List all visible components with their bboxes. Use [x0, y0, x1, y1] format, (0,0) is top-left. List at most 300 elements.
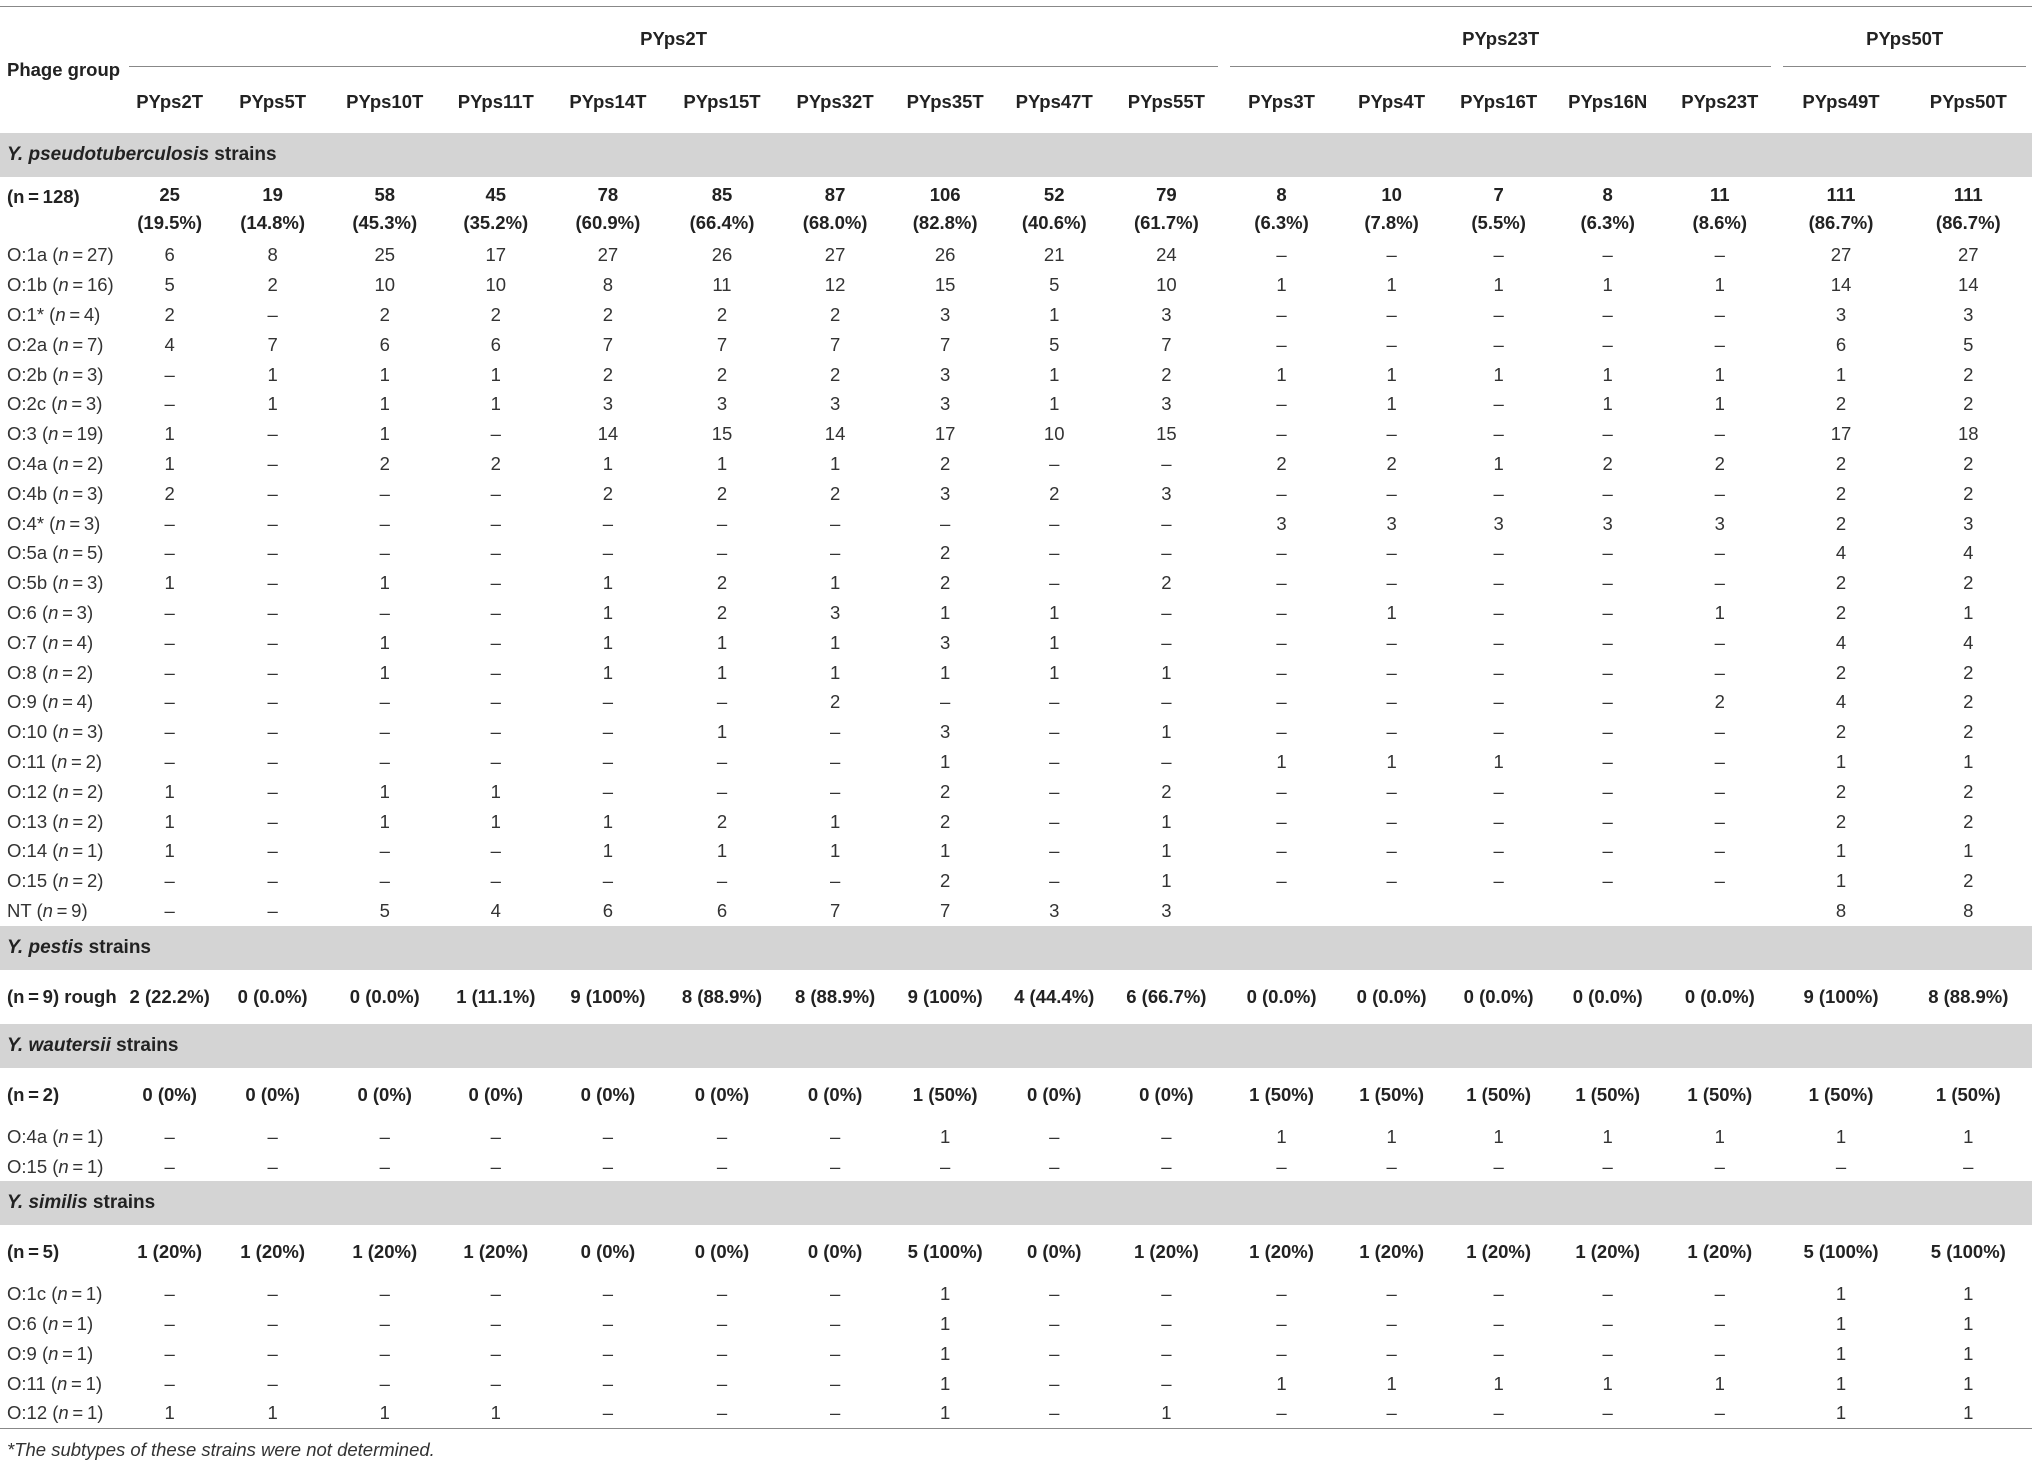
value-cell: 2	[1714, 452, 1725, 474]
value-cell: 1	[1835, 363, 1847, 385]
value-cell: –	[1714, 631, 1725, 653]
value-cell: 4	[1835, 631, 1847, 653]
value-cell: 3	[940, 482, 951, 504]
value-cell: –	[716, 750, 728, 772]
table-row	[0, 598, 2032, 628]
serotype-label: O:8 (n = 2)	[7, 661, 94, 683]
section-heading	[0, 1181, 2032, 1225]
value-cell: 7	[940, 333, 951, 355]
value-cell: –	[602, 1125, 614, 1147]
value-cell: –	[1714, 303, 1725, 325]
value-cell: –	[1714, 1155, 1725, 1177]
n-symbol: n	[48, 1342, 59, 1364]
value-cell: –	[1386, 423, 1397, 445]
value-cell: 2	[1386, 452, 1397, 474]
table-row	[0, 658, 2032, 688]
value-cell: –	[716, 691, 728, 713]
value-cell: 1	[716, 661, 728, 683]
value-cell	[1224, 896, 1339, 926]
n-symbol: n	[42, 899, 53, 921]
value-cell: –	[1493, 870, 1504, 892]
value-cell: –	[1276, 244, 1287, 266]
serotype-name: O:4b	[7, 482, 48, 504]
value-cell: –	[490, 423, 501, 445]
n-symbol: n	[58, 870, 69, 892]
value-cell: 2	[1963, 870, 1974, 892]
value-cell: –	[602, 1155, 614, 1177]
value-cell: 1	[329, 1399, 440, 1429]
value-cell: –	[716, 1372, 728, 1394]
value-cell: –	[829, 1372, 841, 1394]
value-cell: –	[267, 721, 278, 743]
value-cell: –	[1049, 810, 1060, 832]
serotype-label: O:1* (n = 4)	[7, 303, 101, 325]
serotype-name: O:11	[7, 750, 46, 772]
serotype-count: 2	[85, 750, 96, 772]
value-cell: –	[1339, 1399, 1444, 1429]
value-cell: –	[1835, 1155, 1847, 1177]
value-cell: 1	[1714, 393, 1725, 415]
value-cell: –	[829, 1283, 841, 1305]
value-cell: –	[267, 512, 278, 534]
serotype-count: 9	[71, 899, 82, 921]
value-cell: –	[164, 661, 175, 683]
value-cell: 1	[1493, 452, 1504, 474]
totals-count: 7	[1493, 183, 1504, 205]
value-cell: 7	[940, 899, 951, 921]
value-cell: –	[164, 721, 175, 743]
totals-cell: 0 (0%)	[694, 1083, 750, 1105]
value-cell: –	[379, 1372, 390, 1394]
totals-cell: 1 (20%)	[240, 1241, 306, 1263]
totals-cell: 0 (0%)	[1139, 1083, 1194, 1105]
serotype-name: NT	[7, 899, 32, 921]
value-cell: 2	[1714, 691, 1725, 713]
serotype-label: O:12 (n = 1)	[0, 1399, 123, 1429]
value-cell: 1	[1602, 363, 1613, 385]
value-cell: 1	[1835, 1125, 1847, 1147]
totals-percent: (8.6%)	[1692, 211, 1748, 233]
serotype-count: 7	[86, 333, 98, 355]
totals-percent: (45.3%)	[352, 211, 418, 233]
value-cell: –	[716, 1342, 728, 1364]
value-cell: –	[602, 691, 614, 713]
phage-column-header: PYps23T	[1681, 90, 1759, 112]
value-cell: –	[379, 1283, 390, 1305]
value-cell: –	[1714, 840, 1725, 862]
value-cell: –	[379, 1125, 390, 1147]
phage-column-header: PYps5T	[239, 90, 307, 112]
serotype-name: O:2b	[7, 363, 48, 385]
serotype-label: O:3 (n = 19)	[7, 423, 104, 445]
group-underline	[1783, 66, 2026, 67]
value-cell: 1	[490, 393, 501, 415]
serotype-name: O:3	[7, 423, 37, 445]
serotype-count: 1	[86, 1402, 98, 1424]
value-cell: 3	[1493, 512, 1504, 534]
value-cell: 1	[1714, 363, 1725, 385]
value-cell: –	[1049, 1372, 1060, 1394]
value-cell: 7	[267, 333, 278, 355]
totals-cell: 1 (20%)	[463, 1241, 529, 1263]
phage-susceptibility-table	[0, 6, 2032, 1429]
value-cell: 1	[1602, 274, 1613, 296]
value-cell: 1	[716, 840, 728, 862]
value-cell	[1662, 896, 1777, 926]
section-heading	[0, 133, 2032, 177]
table-row	[0, 747, 2032, 777]
value-cell: –	[1161, 601, 1172, 623]
value-cell: 2	[490, 303, 501, 325]
totals-percent: (6.3%)	[1254, 211, 1309, 233]
table-row	[0, 687, 2032, 717]
value-cell: 1	[716, 721, 728, 743]
value-cell: –	[1049, 691, 1060, 713]
value-cell: –	[379, 840, 390, 862]
totals-cell: 1 (20%)	[1575, 1241, 1641, 1263]
value-cell: 1	[1714, 1372, 1725, 1394]
value-cell: 2	[716, 572, 728, 594]
value-cell: –	[829, 750, 841, 772]
value-cell: –	[1714, 750, 1725, 772]
value-cell: –	[1493, 244, 1504, 266]
n-symbol: n	[57, 1372, 68, 1394]
value-cell: –	[1161, 750, 1172, 772]
value-cell: –	[1493, 661, 1504, 683]
value-cell: –	[379, 601, 390, 623]
value-cell: –	[267, 750, 278, 772]
serotype-name: O:5b	[7, 572, 48, 594]
value-cell: 7	[829, 333, 841, 355]
value-cell: –	[716, 512, 728, 534]
value-cell: –	[1493, 423, 1504, 445]
serotype-count: 4	[76, 631, 87, 653]
value-cell: 1	[829, 572, 841, 594]
totals-cell: 0 (0%)	[694, 1241, 750, 1263]
value-cell: 3	[1963, 303, 1974, 325]
value-cell: –	[1602, 870, 1613, 892]
phage-column-header: PYps2T	[136, 90, 204, 112]
table-row	[0, 896, 2032, 926]
table-row	[0, 628, 2032, 658]
n-symbol: n	[58, 721, 69, 743]
value-cell: 2	[1161, 780, 1172, 802]
value-cell: –	[1386, 840, 1397, 862]
value-cell: 1	[1386, 750, 1397, 772]
value-cell: 1	[267, 393, 278, 415]
value-cell: –	[1493, 780, 1504, 802]
value-cell: –	[1386, 780, 1397, 802]
value-cell: –	[716, 870, 728, 892]
value-cell: –	[1276, 721, 1287, 743]
value-cell: 3	[1602, 512, 1613, 534]
serotype-label: O:4* (n = 3)	[7, 512, 101, 534]
value-cell: 1	[716, 452, 728, 474]
value-cell: –	[164, 1342, 175, 1364]
value-cell: –	[1161, 512, 1172, 534]
value-cell: 27	[824, 244, 846, 266]
totals-count: 58	[374, 183, 396, 205]
value-cell: 1	[829, 631, 841, 653]
serotype-count: 4	[76, 691, 87, 713]
value-cell	[1553, 896, 1662, 926]
value-cell: –	[379, 542, 390, 564]
value-cell: 1	[123, 1399, 216, 1429]
value-cell: 27	[1958, 244, 1979, 266]
value-cell: 2	[829, 303, 841, 325]
serotype-label: O:9 (n = 1)	[7, 1342, 94, 1364]
serotype-label: O:5b (n = 3)	[7, 572, 104, 594]
value-cell: –	[490, 1372, 501, 1394]
totals-cell: 1 (20%)	[1133, 1241, 1199, 1263]
value-cell: 1	[602, 572, 614, 594]
value-cell: 11	[712, 274, 732, 296]
table-row	[0, 360, 2032, 390]
value-cell: 1	[1714, 1125, 1725, 1147]
totals-cell: 0 (0.0%)	[1246, 985, 1317, 1007]
n-symbol: n	[58, 840, 69, 862]
value-cell: 1	[379, 572, 390, 594]
section-heading	[0, 926, 2032, 970]
value-cell: 5	[379, 899, 390, 921]
value-cell: –	[267, 631, 278, 653]
totals-row	[0, 1225, 2032, 1279]
value-cell: 3	[1161, 303, 1172, 325]
value-cell: 1	[1835, 1372, 1847, 1394]
value-cell: 27	[1830, 244, 1852, 266]
value-cell: 2	[1835, 393, 1847, 415]
value-cell: –	[829, 512, 841, 534]
phage-column-header: PYps49T	[1802, 90, 1880, 112]
value-cell: 1	[1161, 661, 1172, 683]
value-cell: –	[716, 542, 728, 564]
value-cell: 3	[1386, 512, 1397, 534]
value-cell: 1	[1777, 1399, 1904, 1429]
value-cell: –	[490, 691, 501, 713]
totals-cell: 0 (0.0%)	[1684, 985, 1755, 1007]
totals-cell: 8 (88.9%)	[794, 985, 876, 1007]
totals-count: 85	[711, 183, 733, 205]
value-cell: 1	[829, 840, 841, 862]
value-cell: –	[1161, 1155, 1172, 1177]
value-cell: 2	[1963, 572, 1974, 594]
value-cell: 17	[485, 244, 507, 266]
value-cell: –	[1276, 840, 1287, 862]
value-cell: –	[164, 512, 175, 534]
value-cell: 2	[716, 363, 728, 385]
section-suffix: strains	[87, 1192, 156, 1214]
value-cell: 1	[1109, 1399, 1224, 1429]
value-cell: –	[716, 1125, 728, 1147]
n-symbol: n	[58, 780, 69, 802]
value-cell: 1	[1493, 363, 1504, 385]
phage-column-header: PYps11T	[457, 90, 534, 112]
table-row	[0, 777, 2032, 807]
value-cell: –	[490, 870, 501, 892]
n-symbol: n	[55, 512, 66, 534]
value-cell: –	[267, 661, 278, 683]
value-cell: –	[602, 1372, 614, 1394]
totals-count: 10	[1381, 183, 1402, 205]
totals-cell: 9 (100%)	[570, 985, 646, 1007]
value-cell: 8	[267, 244, 278, 266]
value-cell: –	[1602, 572, 1613, 594]
value-cell: –	[1224, 1399, 1339, 1429]
value-cell: 1	[1602, 1372, 1613, 1394]
value-cell: 1	[1963, 840, 1974, 862]
value-cell: 3	[1714, 512, 1725, 534]
value-cell: –	[1602, 303, 1613, 325]
value-cell: –	[1049, 840, 1060, 862]
value-cell: –	[1602, 1342, 1613, 1364]
value-cell: –	[1602, 631, 1613, 653]
value-cell: 5	[164, 274, 175, 296]
totals-cell: 0 (0.0%)	[1572, 985, 1643, 1007]
serotype-label: O:15 (n = 2)	[7, 870, 104, 892]
totals-cell: 0 (0%)	[807, 1241, 863, 1263]
totals-percent: (82.8%)	[912, 211, 978, 233]
value-cell: 1	[1276, 363, 1287, 385]
value-cell: –	[1602, 601, 1613, 623]
totals-cell: 9 (100%)	[907, 985, 983, 1007]
totals-cell	[891, 177, 1000, 241]
totals-cell	[1109, 177, 1224, 241]
value-cell: 1	[1049, 303, 1060, 325]
serotype-label: O:13 (n = 2)	[7, 810, 104, 832]
totals-cell: 9 (100%)	[1803, 985, 1879, 1007]
group-underline	[1230, 66, 1771, 67]
value-cell: –	[1161, 1342, 1172, 1364]
phage-susceptibility-table-container	[0, 6, 2032, 1461]
value-cell: 3	[1963, 512, 1974, 534]
phage-column-header: PYps47T	[1015, 90, 1093, 112]
value-cell: –	[1714, 661, 1725, 683]
value-cell: –	[602, 870, 614, 892]
value-cell: 2	[1602, 452, 1613, 474]
value-cell: 1	[716, 631, 728, 653]
value-cell: 2	[1963, 363, 1974, 385]
value-cell: 1	[1493, 274, 1504, 296]
value-cell: 2	[1963, 810, 1974, 832]
value-cell: 1	[1835, 840, 1847, 862]
value-cell: –	[164, 899, 175, 921]
value-cell: 3	[1835, 303, 1847, 325]
value-cell: 25	[374, 244, 396, 266]
totals-percent: (6.3%)	[1580, 211, 1635, 233]
serotype-label: O:6 (n = 1)	[7, 1313, 94, 1335]
value-cell: –	[1714, 1313, 1725, 1335]
value-cell: –	[490, 572, 501, 594]
value-cell: 4	[1835, 542, 1847, 564]
totals-cell: 0 (0.0%)	[1463, 985, 1534, 1007]
value-cell: 7	[1161, 333, 1172, 355]
value-cell: 2	[1835, 661, 1847, 683]
value-cell: –	[1602, 482, 1613, 504]
totals-label: (n = 5)	[7, 1241, 60, 1263]
value-cell: –	[164, 1125, 175, 1147]
value-cell: 1	[940, 1372, 951, 1394]
totals-cell: 0 (0.0%)	[349, 985, 420, 1007]
serotype-name: O:8	[7, 661, 37, 683]
value-cell: –	[490, 1155, 501, 1177]
value-cell: 1	[1276, 1125, 1287, 1147]
serotype-name: O:2c	[7, 393, 47, 415]
value-cell: –	[267, 1155, 278, 1177]
totals-percent: (60.9%)	[575, 211, 641, 233]
value-cell: –	[1493, 1313, 1504, 1335]
value-cell: 2	[940, 780, 951, 802]
value-cell: –	[1493, 840, 1504, 862]
totals-cell: 5 (100%)	[1930, 1241, 2006, 1263]
serotype-count: 1	[85, 1283, 97, 1305]
value-cell: 7	[829, 899, 841, 921]
value-cell: –	[940, 691, 951, 713]
totals-cell	[1905, 177, 2032, 241]
table-row	[0, 330, 2032, 360]
serotype-name: O:4a	[7, 452, 48, 474]
value-cell: 3	[1161, 393, 1172, 415]
value-cell: –	[379, 750, 390, 772]
value-cell: 1	[1835, 870, 1847, 892]
table-row	[0, 1309, 2032, 1339]
section-heading-row	[0, 1024, 2032, 1068]
serotype-name: O:7	[7, 631, 37, 653]
value-cell: –	[267, 899, 278, 921]
value-cell: –	[1493, 303, 1504, 325]
value-cell: 1	[1386, 1125, 1397, 1147]
value-cell: 1	[1049, 601, 1060, 623]
serotype-label: O:2c (n = 3)	[7, 393, 103, 415]
value-cell: –	[164, 363, 175, 385]
value-cell: 2	[829, 691, 841, 713]
totals-label: (n = 2)	[7, 1083, 60, 1105]
value-cell: –	[490, 840, 501, 862]
value-cell: 2	[1835, 512, 1847, 534]
serotype-count: 2	[86, 452, 98, 474]
value-cell: –	[1602, 691, 1613, 713]
value-cell: –	[1493, 542, 1504, 564]
value-cell: –	[1493, 691, 1504, 713]
value-cell: 1	[1835, 1283, 1847, 1305]
n-symbol: n	[55, 303, 66, 325]
value-cell: –	[1714, 870, 1725, 892]
totals-cell: 1 (20%)	[1466, 1241, 1532, 1263]
table-row	[0, 717, 2032, 747]
value-cell: –	[164, 393, 175, 415]
serotype-name: O:10	[7, 721, 48, 743]
value-cell: 1	[1276, 274, 1287, 296]
value-cell: –	[1276, 333, 1287, 355]
serotype-label: O:15 (n = 1)	[7, 1155, 104, 1177]
value-cell: 2	[1963, 661, 1974, 683]
value-cell: 2	[1835, 721, 1847, 743]
value-cell: 1	[1386, 363, 1397, 385]
value-cell: 1	[940, 1313, 951, 1335]
value-cell: –	[1662, 1399, 1777, 1429]
n-symbol: n	[57, 750, 68, 772]
serotype-name: O:15	[7, 1155, 48, 1177]
value-cell: 6	[164, 244, 175, 266]
table-row	[0, 1339, 2032, 1369]
totals-cell: 0 (0%)	[807, 1083, 863, 1105]
table-row	[0, 300, 2032, 330]
value-cell: –	[602, 1342, 614, 1364]
value-cell: 1	[1835, 1313, 1847, 1335]
value-cell: 1	[490, 780, 501, 802]
phage-column-header: PYps14T	[569, 90, 647, 112]
value-cell: –	[1714, 1342, 1725, 1364]
value-cell: 3	[1049, 899, 1060, 921]
